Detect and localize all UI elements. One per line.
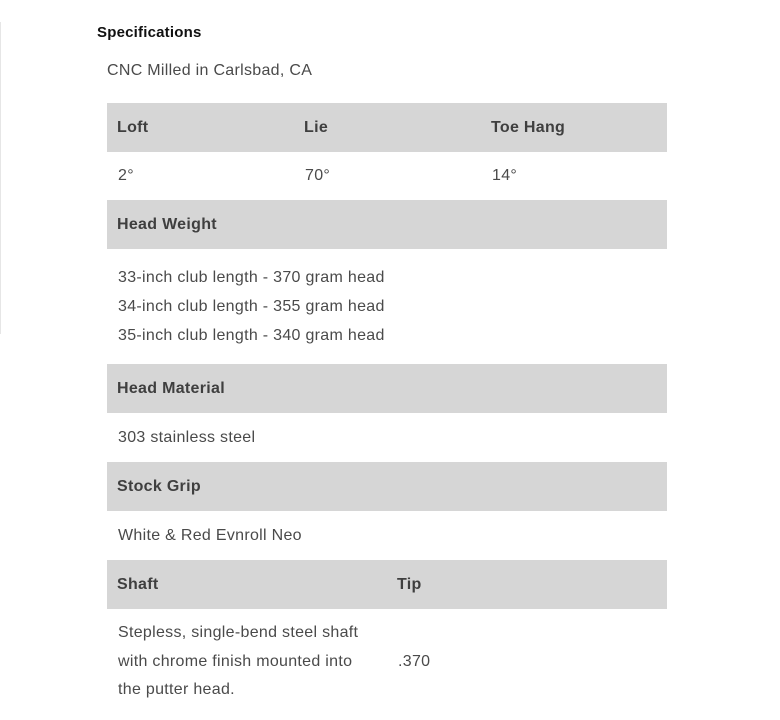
section-heading: Specifications (97, 24, 202, 41)
shaft-header-row (107, 560, 667, 609)
shaft-description (107, 619, 387, 705)
head-weight-header: Head Weight (117, 215, 217, 233)
toe-hang-value: 14° (492, 167, 518, 184)
angles-header-row (107, 103, 667, 152)
shaft-header: Shaft (117, 575, 159, 593)
head-weight-header-row (107, 200, 667, 249)
head-material-header-row (107, 364, 667, 413)
head-weight-values (107, 249, 667, 364)
loft-header: Loft (117, 118, 149, 136)
head-weight-34: 34-inch club length - 355 gram head (118, 298, 385, 315)
stock-grip-value: White & Red Evnroll Neo (118, 526, 302, 544)
shaft-value-row (107, 609, 667, 705)
lie-value: 70° (305, 167, 331, 184)
tip-value: .370 (398, 652, 431, 670)
spec-table (107, 103, 667, 705)
head-weight-35: 35-inch club length - 340 gram head (118, 327, 385, 344)
shaft-description-line: Stepless, single-bend steel shaft (118, 624, 359, 641)
stock-grip-header: Stock Grip (117, 477, 201, 495)
shaft-description-line: the putter head. (118, 681, 235, 698)
manufacturing-note: CNC Milled in Carlsbad, CA (107, 62, 313, 79)
tip-header: Tip (397, 575, 422, 593)
angles-value-row (107, 152, 667, 200)
left-divider (0, 22, 1, 334)
shaft-description-line: with chrome finish mounted into (118, 652, 353, 670)
head-material-value: 303 stainless steel (118, 428, 256, 446)
toe-hang-header: Toe Hang (491, 118, 566, 136)
lie-header: Lie (304, 118, 329, 136)
head-material-header: Head Material (117, 379, 225, 397)
loft-value: 2° (118, 167, 134, 184)
head-weight-33: 33-inch club length - 370 gram head (118, 269, 385, 286)
stock-grip-header-row (107, 462, 667, 511)
